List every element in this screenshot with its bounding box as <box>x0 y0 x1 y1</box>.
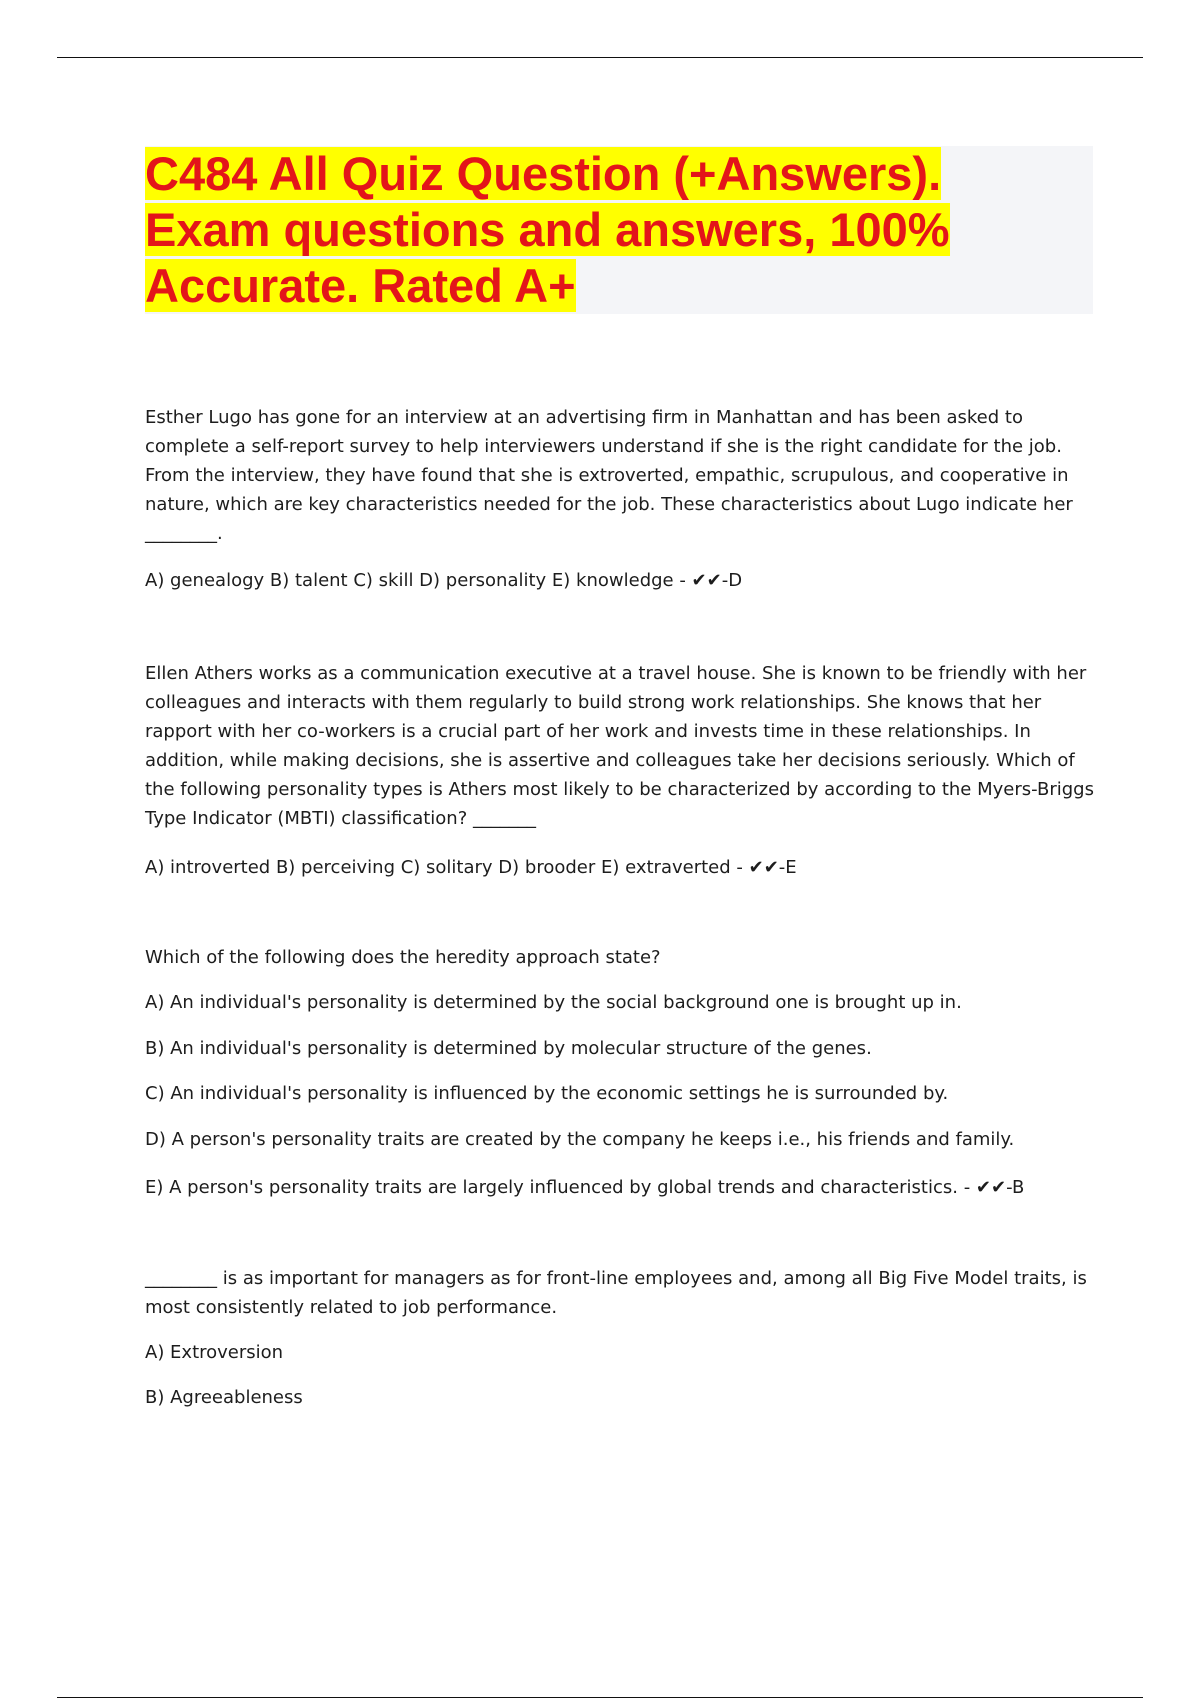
footer-rule <box>57 1697 1143 1698</box>
question-2-options: A) introverted B) perceiving C) solitary D) brooder E) extraverted - ✔✔-E <box>145 857 797 878</box>
question-4-text: ________ is as important for managers as for front-line employees and, among all Big Five Model traits, is most consistently related to job performance. <box>145 1268 1087 1318</box>
question-3-option-d: D) A person's personality traits are created by the company he keeps i.e., his friends and family. <box>145 1129 1015 1150</box>
question-1-text: Esther Lugo has gone for an interview at an advertising firm in Manhattan and has been asked to complete a self-report survey to help interviewers understand if she is the right candidate for the job. From the interview, they have found that she is extroverted, empathic, scrupulous, and cooperative in nature, which are key characteristics needed for the job. These characteristics about Lugo indicate her ________. <box>145 407 1073 544</box>
question-1-options: A) genealogy B) talent C) skill D) personality E) knowledge - ✔✔-D <box>145 570 743 591</box>
question-3-option-c: C) An individual's personality is influenced by the economic settings he is surrounded by. <box>145 1083 949 1104</box>
question-2-text: Ellen Athers works as a communication executive at a travel house. She is known to be friendly with her colleagues and interacts with them regularly to build strong work relationships. She knows that her rapport with her co-workers is a crucial part of her work and invests time in these relationships. In addition, while making decisions, she is assertive and colleagues take her decisions seriously. Which of the following personality types is Athers most likely to be characterized by according to the Myers-Briggs Type Indicator (MBTI) classification? _______ <box>145 663 1094 829</box>
header-rule <box>57 57 1143 58</box>
question-4-option-b: B) Agreeableness <box>145 1387 303 1408</box>
question-4-option-a: A) Extroversion <box>145 1342 284 1363</box>
question-3-text: Which of the following does the heredity approach state? <box>145 947 661 968</box>
question-3-option-e: E) A person's personality traits are largely influenced by global trends and characteristics. - ✔✔-B <box>145 1177 1025 1198</box>
question-3-option-b: B) An individual's personality is determined by molecular structure of the genes. <box>145 1038 872 1059</box>
question-3-option-a: A) An individual's personality is determined by the social background one is brought up in. <box>145 992 962 1013</box>
title-highlight: C484 All Quiz Question (+Answers). Exam questions and answers, 100% Accurate. Rated A+ <box>145 147 950 312</box>
document-title <box>145 146 1005 314</box>
